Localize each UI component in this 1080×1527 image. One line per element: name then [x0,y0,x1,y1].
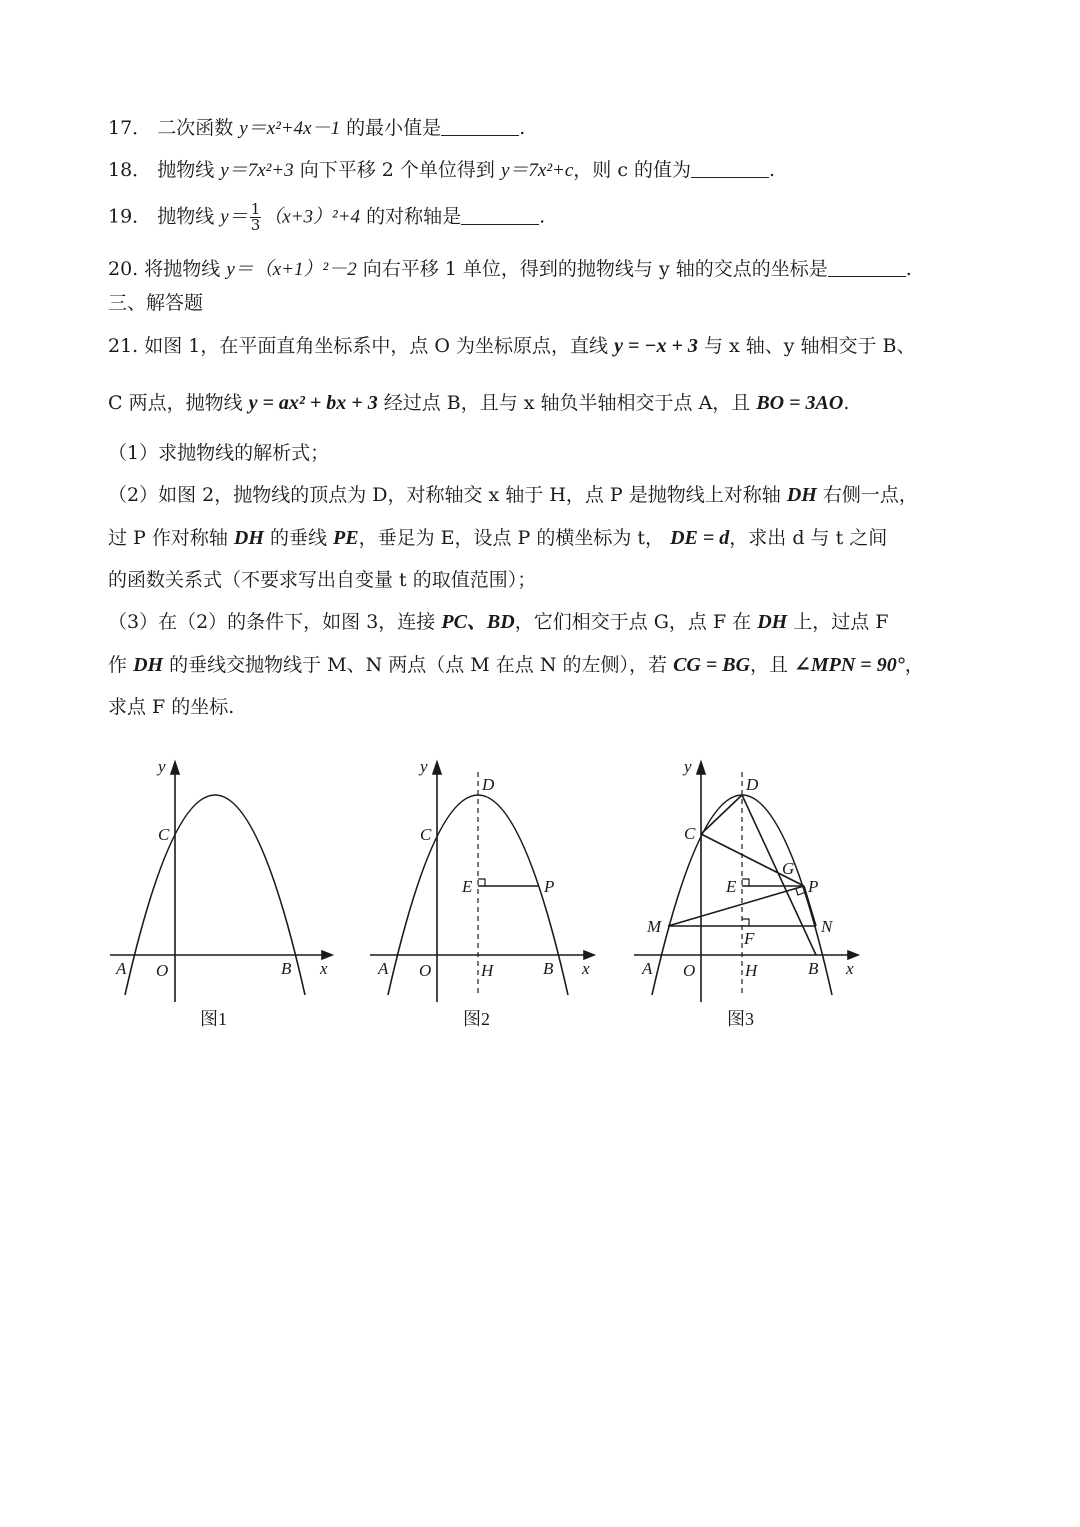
right-angle-mark-F [742,919,749,926]
q21-part-1: （1）求抛物线的解析式； [108,442,330,464]
question-number: 18． [108,159,152,181]
figure-caption: 图2 [463,1009,490,1029]
q21-math: PC、BD [441,611,515,633]
x-axis-arrow [322,951,332,959]
x-axis-arrow [584,951,594,959]
q17-end: . [519,117,526,139]
label-E: E [462,877,473,896]
q19-end: . [539,205,546,228]
q21-text: ，垂足为 E，设点 P 的横坐标为 t， [358,527,665,549]
q21-text: 作 [108,654,128,676]
q21-text: 21. 如图 1，在平面直角坐标系中，点 O 为坐标原点，直线 [108,335,609,357]
label-D: D [482,775,495,794]
label-O: O [683,961,696,980]
q21-text: ，且 [750,654,789,676]
label-B: B [808,959,819,978]
q21-text: ，它们相交于点 G，点 F 在 [514,611,752,633]
q21-math: DE = d [670,527,730,549]
q21-part-3-line-2 [108,652,924,678]
segment-CD [701,795,742,834]
figure-3 [626,750,871,1040]
q21-parabola-equation: y = ax² + bx + 3 [248,392,378,414]
q21-math: DH [133,654,164,676]
label-y: y [420,757,428,776]
label-x: x [846,959,854,978]
q17-equation: y＝x²+4x－1 [239,118,341,139]
q21-line-equation: y = −x + 3 [614,335,698,357]
q18-text-mid: 向下平移 2 个单位得到 [299,159,495,181]
q21-text: 右侧一点， [822,484,918,506]
label-C: C [158,825,170,844]
answer-blank [441,117,519,136]
q20-end: . [905,258,912,280]
label-M: M [647,917,662,936]
label-A: A [378,959,389,978]
right-angle-mark-E [742,879,749,886]
q21-math: DH [233,527,264,549]
q18-text-pre: 抛物线 [157,159,215,181]
q21-ratio-equation: BO = 3AO [756,392,844,414]
label-C: C [684,824,696,843]
answer-blank [828,258,906,277]
q19-equation-rest: （x+3）²+4 [263,206,361,228]
q21-text: 上，过点 F [793,611,889,633]
q21-text: C 两点，抛物线 [108,392,243,414]
q19-fraction [250,202,262,233]
section-heading: 三、解答题 [108,292,204,314]
label-E: E [726,877,737,896]
q21-text: 过 P 作对称轴 [108,527,228,549]
label-A: A [116,959,127,978]
y-axis-arrow [433,762,441,774]
q20-text-post: 向右平移 1 单位，得到的抛物线与 y 轴的交点的坐标是 [362,258,828,280]
question-18 [108,157,775,184]
label-O: O [419,961,432,980]
fraction-denominator: 3 [250,216,261,234]
question-20 [108,256,912,283]
label-H: H [481,961,494,980]
x-axis-arrow [848,951,858,959]
question-number: 19． [108,205,152,228]
label-B: B [281,959,292,978]
label-A: A [642,959,653,978]
figure-caption: 图1 [200,1009,227,1029]
q21-math: ∠MPN = 90° [794,654,905,676]
label-y: y [158,757,166,776]
label-O: O [156,961,169,980]
q21-math: DH [786,484,817,506]
label-P: P [544,877,555,896]
question-19 [108,202,545,233]
label-F: F [744,929,755,948]
answer-blank [461,206,539,225]
label-N: N [821,917,833,936]
q21-part-2-line-2 [108,525,887,551]
q18-equation-2: y＝7x²+c [500,160,574,181]
q20-equation: y＝（x+1）²－2 [226,259,357,280]
answer-blank [691,159,769,178]
q21-math: DH [757,611,788,633]
q18-end: . [769,159,776,181]
q21-line-2 [108,390,849,416]
label-x: x [320,959,328,978]
q19-y: y＝ [220,206,248,228]
q21-text: 经过点 B，且与 x 轴负半轴相交于点 A，且 [383,392,751,414]
figure-2 [362,750,607,1040]
q19-text-post: 的对称轴是 [366,205,462,228]
q21-text: （3）在（2）的条件下，如图 3，连接 [108,611,436,633]
question-17 [108,115,525,142]
figure-caption: 图3 [727,1009,754,1029]
figure-1 [100,750,345,1040]
q17-text-post: 的最小值是 [346,117,442,139]
parabola [125,795,305,995]
q21-text: 的垂线 [269,527,327,549]
q21-part-3-line-1 [108,609,889,635]
y-axis-arrow [171,762,179,774]
q21-math: CG = BG [673,654,751,676]
q21-text: ， [904,654,924,676]
q17-text-pre: 二次函数 [157,117,234,139]
q21-math: PE [333,527,359,549]
q18-text-post: ，则 c 的值为 [573,159,692,181]
label-y: y [684,757,692,776]
label-D: D [746,775,759,794]
q19-text-pre: 抛物线 [157,205,215,228]
q21-part-3-line-3: 求点 F 的坐标. [108,696,235,718]
y-axis-arrow [697,762,705,774]
q21-text: . [843,392,850,414]
label-H: H [745,961,758,980]
fraction-numerator: 1 [250,200,261,218]
question-number: 20. [108,258,139,280]
q21-line-1 [108,333,916,359]
q21-text: ，求出 d 与 t 之间 [729,527,888,549]
label-B: B [543,959,554,978]
q21-part-2-line-1 [108,482,918,508]
label-x: x [582,959,590,978]
q21-part-2-line-3: 的函数关系式（不要求写出自变量 t 的取值范围）； [108,569,537,591]
label-C: C [420,825,432,844]
q21-text: 与 x 轴、y 轴相交于 B、 [703,335,916,357]
q21-text: （2）如图 2，抛物线的顶点为 D，对称轴交 x 轴于 H，点 P 是抛物线上对称轴 [108,484,781,506]
label-G: G [782,859,795,878]
question-number: 17． [108,117,152,139]
q21-text: 的垂线交抛物线于 M、N 两点（点 M 在点 N 的左侧），若 [169,654,668,676]
label-P: P [808,877,819,896]
q20-text-pre: 将抛物线 [144,258,221,280]
right-angle-mark [478,879,485,886]
q18-equation-1: y＝7x²+3 [220,160,294,181]
